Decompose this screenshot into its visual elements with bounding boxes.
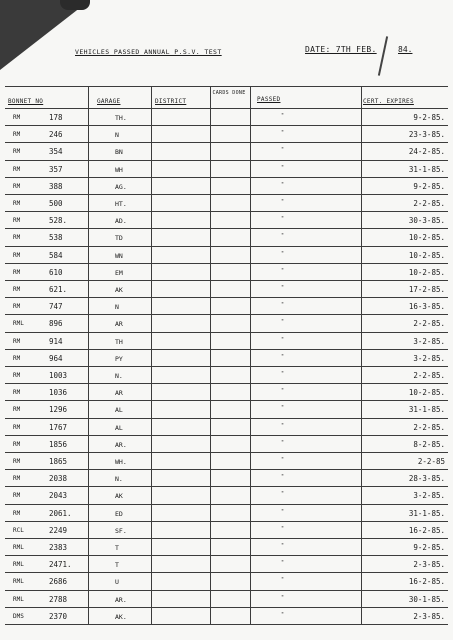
bonnet-number: 1767 <box>49 422 68 432</box>
cert-expiry: 31-1-85. <box>408 164 445 174</box>
garage-code: ED <box>115 509 123 518</box>
garage-code: N <box>115 303 119 312</box>
passed-mark: " <box>281 474 285 481</box>
passed-mark: " <box>281 611 285 618</box>
bonnet-number: 621. <box>49 285 68 294</box>
passed-mark: " <box>281 130 285 137</box>
cert-expiry: 16-2-85. <box>408 577 445 587</box>
bonnet-prefix: RM <box>13 165 21 173</box>
passed-mark: " <box>281 233 285 240</box>
cert-expiry: 31-1-85. <box>408 405 445 415</box>
table-row <box>5 383 448 401</box>
header-district: DISTRICT <box>155 98 187 105</box>
bonnet-number: 2383 <box>49 543 68 552</box>
table-row <box>5 486 448 504</box>
bonnet-prefix: RML <box>13 561 24 569</box>
bonnet-number: 2038 <box>49 474 68 484</box>
bonnet-prefix: RM <box>13 303 21 311</box>
table-row <box>5 332 448 350</box>
grid-line <box>5 86 448 87</box>
garage-code: N <box>115 131 119 140</box>
garage-code: T <box>115 561 119 570</box>
table-row <box>5 246 448 264</box>
cert-expiry: 30-1-85. <box>408 594 445 604</box>
bonnet-number: 1003 <box>49 371 68 380</box>
garage-code: TH. <box>115 114 127 122</box>
garage-code: AK <box>115 492 123 501</box>
garage-code: AK <box>115 286 123 294</box>
passed-mark: " <box>281 405 285 412</box>
cert-expiry: 9-2-85. <box>413 543 445 552</box>
passed-mark: " <box>281 525 285 532</box>
bonnet-number: 500 <box>49 199 63 208</box>
bonnet-number: 528. <box>49 216 68 226</box>
table-row <box>5 418 448 436</box>
bonnet-prefix: RM <box>13 440 21 448</box>
bonnet-number: 896 <box>49 319 63 329</box>
bonnet-number: 538 <box>49 233 63 243</box>
table-row <box>5 521 448 539</box>
table-row <box>5 177 448 195</box>
garage-code: N. <box>115 372 123 380</box>
bonnet-prefix: RM <box>13 148 21 156</box>
bonnet-prefix: RM <box>13 475 21 483</box>
passed-mark: " <box>281 216 285 223</box>
bonnet-prefix: RML <box>13 595 24 603</box>
cert-expiry: 16-3-85. <box>408 302 445 312</box>
scan-shadow <box>0 0 90 70</box>
passed-mark: " <box>281 113 285 119</box>
table-row <box>5 297 448 315</box>
bonnet-number: 584 <box>49 250 63 260</box>
bonnet-prefix: RM <box>13 337 21 345</box>
bonnet-number: 747 <box>49 302 63 312</box>
table-row <box>5 263 448 281</box>
bonnet-prefix: RM <box>13 406 21 414</box>
bonnet-prefix: DMS <box>13 612 24 620</box>
header-garage: GARAGE <box>97 98 121 105</box>
table-row <box>5 194 448 212</box>
passed-mark: " <box>281 543 285 549</box>
garage-code: AG. <box>115 182 127 191</box>
passed-mark: " <box>281 250 285 257</box>
passed-mark: " <box>281 353 285 360</box>
garage-code: AR <box>115 389 123 398</box>
garage-code: BN <box>115 148 123 157</box>
passed-mark: " <box>281 147 285 154</box>
bonnet-prefix: RM <box>13 268 21 276</box>
table-row <box>5 607 448 625</box>
garage-code: EM <box>115 268 123 277</box>
bonnet-number: 1296 <box>49 405 68 415</box>
passed-mark: " <box>281 422 285 429</box>
cert-expiry: 2-2-85. <box>413 371 445 380</box>
document-year: 84. <box>398 45 413 54</box>
cert-expiry: 10-2-85. <box>408 250 445 260</box>
bonnet-number: 914 <box>49 336 63 346</box>
cert-expiry: 2-2-85. <box>413 319 445 329</box>
bonnet-prefix: RM <box>13 423 21 431</box>
bonnet-number: 357 <box>49 164 63 174</box>
cert-expiry: 2-2-85 <box>417 457 445 466</box>
cert-expiry: 3-2-85. <box>413 491 445 501</box>
passed-mark: " <box>281 508 285 515</box>
table-row <box>5 142 448 160</box>
garage-code: WH <box>115 165 123 174</box>
passed-mark: " <box>281 577 285 584</box>
table-row <box>5 125 448 143</box>
cert-expiry: 16-2-85. <box>408 525 445 535</box>
cert-expiry: 3-2-85. <box>413 336 445 346</box>
cert-expiry: 28-3-85. <box>408 474 445 484</box>
table-row <box>5 400 448 418</box>
bonnet-prefix: RM <box>13 354 21 362</box>
table-row <box>5 280 448 298</box>
header-cert-expires: CERT. EXPIRES <box>363 98 414 105</box>
passed-mark: " <box>281 336 285 343</box>
document-title: VEHICLES PASSED ANNUAL P.S.V. TEST <box>75 48 222 56</box>
garage-code: AL <box>115 423 123 432</box>
bonnet-number: 2370 <box>49 611 68 621</box>
garage-code: N. <box>115 475 123 484</box>
bonnet-prefix: RM <box>13 509 21 517</box>
garage-code: WN <box>115 251 123 260</box>
header-cards-done: CARDS DONE <box>212 90 246 96</box>
table-row <box>5 211 448 229</box>
passed-mark: " <box>281 457 285 463</box>
passed-mark: " <box>281 439 285 446</box>
passed-mark: " <box>281 560 285 567</box>
bonnet-prefix: RM <box>13 372 21 379</box>
cert-expiry: 24-2-85. <box>408 147 445 157</box>
header-passed: PASSED <box>257 96 281 103</box>
table-row <box>5 366 448 384</box>
garage-code: U <box>115 578 119 587</box>
passed-mark: " <box>281 164 285 171</box>
passed-mark: " <box>281 594 285 601</box>
cert-expiry: 23-3-85. <box>408 130 445 140</box>
bonnet-number: 1865 <box>49 457 68 466</box>
bonnet-number: 2788 <box>49 594 68 604</box>
table-row <box>5 504 448 522</box>
cert-expiry: 17-2-85. <box>408 285 445 294</box>
bonnet-number: 246 <box>49 130 63 140</box>
table-row <box>5 572 448 590</box>
garage-code: AR <box>115 320 123 329</box>
cert-expiry: 30-3-85. <box>408 216 445 226</box>
garage-code: TH <box>115 337 123 346</box>
table-row <box>5 555 448 573</box>
bonnet-prefix: RM <box>13 200 21 207</box>
garage-code: HT. <box>115 200 127 208</box>
bonnet-prefix: RM <box>13 182 21 190</box>
bonnet-number: 2471. <box>49 560 72 570</box>
bonnet-prefix: RM <box>13 234 21 242</box>
passed-mark: " <box>281 491 285 498</box>
vehicle-table <box>5 86 448 624</box>
table-row <box>5 108 448 126</box>
cert-expiry: 8-2-85. <box>413 439 445 449</box>
table-row <box>5 538 448 556</box>
cert-expiry: 10-2-85. <box>408 267 445 277</box>
bonnet-number: 178 <box>49 113 63 122</box>
cert-expiry: 10-2-85. <box>408 388 445 398</box>
bonnet-number: 388 <box>49 181 63 191</box>
cert-expiry: 2-3-85. <box>413 560 445 570</box>
grid-line <box>5 624 448 625</box>
bonnet-prefix: RML <box>13 578 24 586</box>
slash-mark <box>378 36 388 76</box>
bonnet-prefix: RM <box>13 492 21 500</box>
bonnet-prefix: RM <box>13 458 21 465</box>
table-row <box>5 349 448 367</box>
bonnet-prefix: RM <box>13 114 21 121</box>
garage-code: AR. <box>115 440 127 449</box>
garage-code: SF. <box>115 526 127 535</box>
bonnet-number: 2249 <box>49 525 68 535</box>
garage-code: AD. <box>115 217 127 226</box>
garage-code: WH. <box>115 458 127 466</box>
passed-mark: " <box>281 388 285 395</box>
garage-code: AK. <box>115 612 127 621</box>
scan-blot <box>60 0 90 10</box>
bonnet-number: 2686 <box>49 577 68 587</box>
passed-mark: " <box>281 302 285 309</box>
table-row <box>5 590 448 608</box>
bonnet-prefix: RML <box>13 320 24 328</box>
bonnet-prefix: RM <box>13 217 21 225</box>
passed-mark: " <box>281 267 285 274</box>
garage-code: TD <box>115 234 123 243</box>
bonnet-number: 964 <box>49 353 63 363</box>
garage-code: AR. <box>115 595 127 604</box>
garage-code: AL <box>115 406 123 415</box>
bonnet-number: 2043 <box>49 491 68 501</box>
passed-mark: " <box>281 319 285 326</box>
garage-code: PY <box>115 354 123 363</box>
table-row <box>5 469 448 487</box>
bonnet-prefix: RM <box>13 131 21 139</box>
cert-expiry: 9-2-85. <box>413 113 445 122</box>
bonnet-number: 2061. <box>49 508 72 518</box>
table-row <box>5 160 448 178</box>
passed-mark: " <box>281 371 285 377</box>
passed-mark: " <box>281 285 285 291</box>
bonnet-prefix: RM <box>13 389 21 397</box>
cert-expiry: 9-2-85. <box>413 181 445 191</box>
table-row <box>5 452 448 470</box>
bonnet-prefix: RM <box>13 286 21 293</box>
cert-expiry: 10-2-85. <box>408 233 445 243</box>
document-date: DATE: 7TH FEB. <box>305 45 377 54</box>
table-row <box>5 228 448 246</box>
passed-mark: " <box>281 199 285 205</box>
bonnet-prefix: RML <box>13 544 24 551</box>
header-bonnet-no: BONNET NO <box>8 98 44 105</box>
table-row <box>5 435 448 453</box>
bonnet-prefix: RM <box>13 251 21 259</box>
cert-expiry: 3-2-85. <box>413 353 445 363</box>
bonnet-number: 610 <box>49 267 63 277</box>
cert-expiry: 2-3-85. <box>413 611 445 621</box>
bonnet-number: 354 <box>49 147 63 157</box>
bonnet-number: 1856 <box>49 439 68 449</box>
table-row <box>5 314 448 332</box>
garage-code: T <box>115 544 119 552</box>
bonnet-prefix: RCL <box>13 526 24 534</box>
passed-mark: " <box>281 181 285 188</box>
cert-expiry: 2-2-85. <box>413 422 445 432</box>
cert-expiry: 31-1-85. <box>408 508 445 518</box>
bonnet-number: 1036 <box>49 388 68 398</box>
cert-expiry: 2-2-85. <box>413 199 445 208</box>
